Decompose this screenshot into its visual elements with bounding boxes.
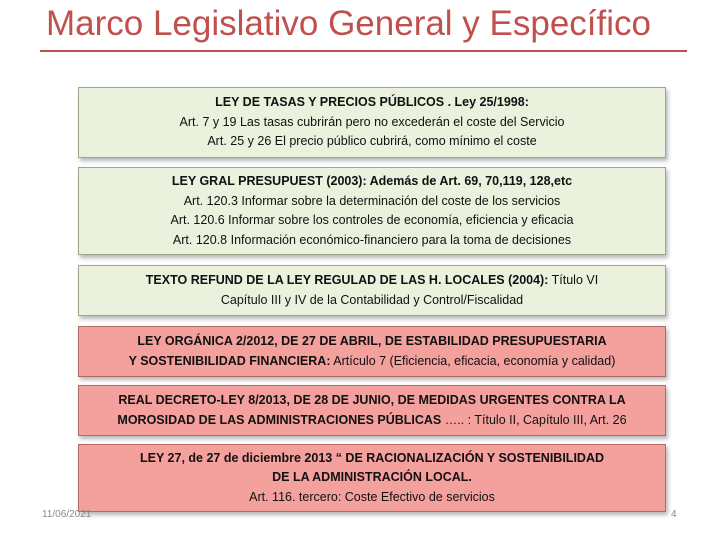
box-line: Art. 120.6 Informar sobre los controles de economía, eficiencia y eficacia: [170, 213, 574, 227]
box-line: Art. 120.8 Información económico-financiero para la toma de decisiones: [172, 232, 572, 247]
box-line: REAL DECRETO-LEY 8/2013, DE 28 DE JUNIO, DE MEDIDAS URGENTES CONTRA LA: [118, 393, 626, 407]
box-line: TEXTO REFUND DE LA LEY REGULAD DE LAS H. LOCALES (2004): Título VI: [145, 273, 599, 287]
title-underline: [40, 50, 687, 52]
law-box-real-decreto-morosidad: [78, 385, 666, 436]
box-line: Capítulo III y IV de la Contabilidad y Control/Fiscalidad: [220, 292, 524, 307]
box-line: Art. 7 y 19 Las tasas cubrirán pero no excederán el coste del Servicio: [179, 114, 565, 129]
law-box-texto-refundido-haciendas-locales: [78, 265, 666, 316]
slide-title: Marco Legislativo General y Específico: [46, 4, 651, 43]
box-line: LEY GRAL PRESUPUEST (2003): Además de Art. 69, 70,119, 128,etc: [171, 174, 573, 188]
box-line: MOROSIDAD DE LAS ADMINISTRACIONES PÚBLICAS ….. : Título II, Capítulo III, Art. 26: [117, 412, 627, 427]
law-box-racionalizacion-administracion-local: [78, 444, 666, 512]
law-box-ley-organica-estabilidad: [78, 326, 666, 377]
box-line: Art. 120.3 Informar sobre la determinación del coste de los servicios: [183, 193, 561, 208]
slide-page-number: 4: [671, 509, 677, 520]
slide-date: 11/06/2021: [42, 509, 92, 520]
box-line: LEY DE TASAS Y PRECIOS PÚBLICOS . Ley 25/1998:: [215, 95, 529, 110]
law-box-ley-general-presupuestaria: [78, 167, 666, 255]
box-line: Y SOSTENIBILIDAD FINANCIERA: Artículo 7 (Eficiencia, eficacia, economía y calidad): [128, 353, 616, 368]
box-line: DE LA ADMINISTRACIÓN LOCAL.: [272, 470, 472, 485]
law-box-tasas-precios: [78, 87, 666, 158]
box-line: Art. 116. tercero: Coste Efectivo de servicios: [249, 489, 495, 504]
box-line: LEY 27, de 27 de diciembre 2013 “ DE RACIONALIZACIÓN Y SOSTENIBILIDAD: [139, 450, 604, 465]
box-line: Art. 25 y 26 El precio público cubrirá, como mínimo el coste: [207, 134, 537, 149]
box-line: LEY ORGÁNICA 2/2012, DE 27 DE ABRIL, DE ESTABILIDAD PRESUPUESTARIA: [137, 334, 607, 348]
